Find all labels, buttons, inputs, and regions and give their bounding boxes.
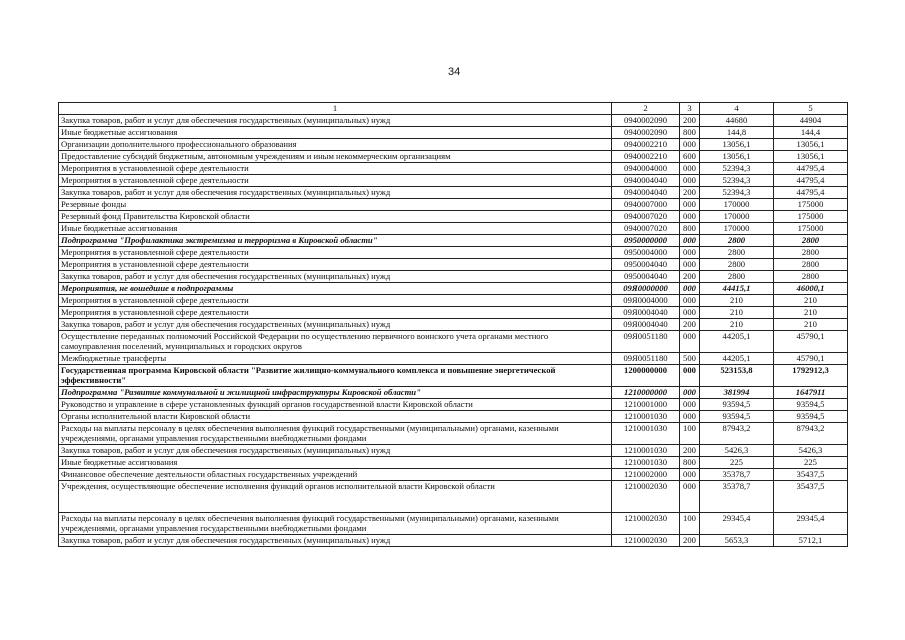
cell-name: Расходы на выплаты персоналу в целях обеспечения выполнения функций государственными (муниципальными) органами, казенными учреждениями, органами управления государственными внебюджетными фондами (59, 423, 612, 445)
cell-code: 09Я0051180 (612, 331, 680, 353)
cell-name: Предоставление субсидий бюджетным, автономным учреждениям и иным некоммерческим организациям (59, 151, 612, 163)
cell-name: Закупка товаров, работ и услуг для обеспечения государственных (муниципальных) нужд (59, 319, 612, 331)
cell-code: 0940007020 (612, 223, 680, 235)
table-row (59, 271, 848, 283)
cell-v5: 93594,5 (774, 411, 848, 423)
cell-name: Резервный фонд Правительства Кировской области (59, 211, 612, 223)
cell-v4: 87943,2 (700, 423, 774, 445)
cell-code: 0940002210 (612, 139, 680, 151)
cell-type: 800 (680, 223, 700, 235)
cell-v4: 2800 (700, 247, 774, 259)
table-row (59, 295, 848, 307)
cell-type: 000 (680, 387, 700, 399)
cell-code: 0940002090 (612, 127, 680, 139)
cell-code: 1210001030 (612, 411, 680, 423)
cell-type: 500 (680, 353, 700, 365)
page-number: 34 (448, 66, 461, 78)
cell-code: 0950004000 (612, 247, 680, 259)
cell-type: 000 (680, 175, 700, 187)
cell-v4: 170000 (700, 211, 774, 223)
cell-v5: 87943,2 (774, 423, 848, 445)
cell-v4: 44680 (700, 115, 774, 127)
cell-v5: 44795,4 (774, 163, 848, 175)
cell-name: Межбюджетные трансферты (59, 353, 612, 365)
table-body (59, 115, 848, 547)
cell-code: 0940007020 (612, 211, 680, 223)
cell-v5: 175000 (774, 199, 848, 211)
cell-v4: 52394,3 (700, 175, 774, 187)
cell-name: Мероприятия в установленной сфере деятельности (59, 175, 612, 187)
table-row (59, 319, 848, 331)
cell-name: Мероприятия, не вошедшие в подпрограммы (59, 283, 612, 295)
cell-code: 0940007000 (612, 199, 680, 211)
cell-code: 1210002030 (612, 481, 680, 513)
table-row (59, 457, 848, 469)
cell-name: Мероприятия в установленной сфере деятельности (59, 163, 612, 175)
cell-name: Органы исполнительной власти Кировской области (59, 411, 612, 423)
cell-type: 000 (680, 139, 700, 151)
cell-type: 000 (680, 307, 700, 319)
cell-code: 0940004040 (612, 175, 680, 187)
table-row (59, 469, 848, 481)
cell-type: 000 (680, 331, 700, 353)
cell-v5: 93594,5 (774, 399, 848, 411)
cell-name: Резервные фонды (59, 199, 612, 211)
cell-v4: 210 (700, 295, 774, 307)
cell-name: Закупка товаров, работ и услуг для обеспечения государственных (муниципальных) нужд (59, 115, 612, 127)
cell-v4: 13056,1 (700, 139, 774, 151)
cell-type: 000 (680, 199, 700, 211)
cell-code: 0950000000 (612, 235, 680, 247)
table-row (59, 259, 848, 271)
cell-type: 200 (680, 319, 700, 331)
cell-name: Закупка товаров, работ и услуг для обеспечения государственных (муниципальных) нужд (59, 445, 612, 457)
cell-type: 000 (680, 411, 700, 423)
cell-v5: 35437,5 (774, 469, 848, 481)
cell-type: 000 (680, 469, 700, 481)
cell-type: 000 (680, 247, 700, 259)
cell-v5: 2800 (774, 235, 848, 247)
table-row (59, 211, 848, 223)
table-row (59, 399, 848, 411)
cell-v5: 225 (774, 457, 848, 469)
cell-v5: 44795,4 (774, 187, 848, 199)
cell-name: Осуществление переданных полномочий Российской Федерации по осуществлению первичного воинского учета органами местного самоуправления поселений, муниципальных и городских округов (59, 331, 612, 353)
cell-v4: 5653,3 (700, 535, 774, 547)
cell-v4: 170000 (700, 223, 774, 235)
cell-name: Иные бюджетные ассигнования (59, 457, 612, 469)
cell-v4: 13056,1 (700, 151, 774, 163)
cell-v5: 13056,1 (774, 151, 848, 163)
table-row (59, 331, 848, 353)
cell-code: 09Я0004040 (612, 319, 680, 331)
cell-name: Иные бюджетные ассигнования (59, 127, 612, 139)
table-row (59, 353, 848, 365)
cell-code: 1210001030 (612, 445, 680, 457)
cell-code: 09Я0004040 (612, 307, 680, 319)
table-row (59, 411, 848, 423)
cell-type: 000 (680, 399, 700, 411)
cell-type: 000 (680, 283, 700, 295)
cell-type: 200 (680, 445, 700, 457)
cell-v5: 5426,3 (774, 445, 848, 457)
cell-code: 0940002210 (612, 151, 680, 163)
cell-code: 1210001000 (612, 399, 680, 411)
cell-name: Закупка товаров, работ и услуг для обеспечения государственных (муниципальных) нужд (59, 535, 612, 547)
cell-v5: 13056,1 (774, 139, 848, 151)
cell-v5: 44904 (774, 115, 848, 127)
cell-name: Мероприятия в установленной сфере деятельности (59, 247, 612, 259)
cell-v4: 52394,3 (700, 163, 774, 175)
cell-type: 200 (680, 535, 700, 547)
table-row (59, 445, 848, 457)
cell-v4: 210 (700, 307, 774, 319)
cell-code: 0940002090 (612, 115, 680, 127)
cell-name: Финансовое обеспечение деятельности областных государственных учреждений (59, 469, 612, 481)
cell-v5: 46000,1 (774, 283, 848, 295)
cell-type: 800 (680, 457, 700, 469)
cell-v4: 170000 (700, 199, 774, 211)
cell-v5: 44795,4 (774, 175, 848, 187)
cell-v4: 93594,5 (700, 411, 774, 423)
cell-v4: 44205,1 (700, 331, 774, 353)
cell-v4: 2800 (700, 259, 774, 271)
cell-name: Организации дополнительного профессионального образования (59, 139, 612, 151)
cell-name: Мероприятия в установленной сфере деятельности (59, 295, 612, 307)
table-row (59, 223, 848, 235)
budget-table (58, 102, 848, 547)
table-row (59, 151, 848, 163)
cell-v4: 210 (700, 319, 774, 331)
cell-type: 200 (680, 187, 700, 199)
table-row (59, 535, 848, 547)
cell-name: Расходы на выплаты персоналу в целях обеспечения выполнения функций государственными (муниципальными) органами, казенными учреждениями, органами управления государственными внебюджетными фондами (59, 513, 612, 535)
table-row (59, 365, 848, 387)
cell-name: Руководство и управление в сфере установленных функций органов государственной власти Кировской области (59, 399, 612, 411)
cell-code: 1200000000 (612, 365, 680, 387)
cell-v4: 52394,3 (700, 187, 774, 199)
cell-v5: 144,4 (774, 127, 848, 139)
cell-type: 600 (680, 151, 700, 163)
cell-v5: 45790,1 (774, 353, 848, 365)
cell-code: 09Я0004000 (612, 295, 680, 307)
cell-v5: 29345,4 (774, 513, 848, 535)
cell-code: 1210002030 (612, 513, 680, 535)
cell-code: 0940004040 (612, 187, 680, 199)
table-row (59, 481, 848, 513)
cell-code: 1210002030 (612, 535, 680, 547)
cell-v5: 175000 (774, 223, 848, 235)
cell-v5: 2800 (774, 271, 848, 283)
cell-v5: 1792912,3 (774, 365, 848, 387)
table-row (59, 423, 848, 445)
cell-code: 1210000000 (612, 387, 680, 399)
cell-type: 000 (680, 259, 700, 271)
table-row (59, 127, 848, 139)
cell-v5: 45790,1 (774, 331, 848, 353)
cell-code: 0950004040 (612, 271, 680, 283)
header-cell: 1 (59, 103, 612, 115)
table-row (59, 175, 848, 187)
cell-v4: 35378,7 (700, 469, 774, 481)
cell-type: 000 (680, 481, 700, 513)
cell-name: Мероприятия в установленной сфере деятельности (59, 307, 612, 319)
cell-v5: 35437,5 (774, 481, 848, 513)
cell-code: 09Я0051180 (612, 353, 680, 365)
table-row (59, 307, 848, 319)
cell-v4: 381994 (700, 387, 774, 399)
table-row (59, 235, 848, 247)
cell-name: Закупка товаров, работ и услуг для обеспечения государственных (муниципальных) нужд (59, 271, 612, 283)
header-cell: 5 (774, 103, 848, 115)
table-row (59, 187, 848, 199)
cell-type: 000 (680, 163, 700, 175)
header-cell: 2 (612, 103, 680, 115)
cell-v5: 2800 (774, 259, 848, 271)
cell-type: 100 (680, 513, 700, 535)
cell-v5: 2800 (774, 247, 848, 259)
cell-v4: 29345,4 (700, 513, 774, 535)
cell-v4: 2800 (700, 271, 774, 283)
table-row (59, 139, 848, 151)
cell-v5: 1647911 (774, 387, 848, 399)
cell-name: Закупка товаров, работ и услуг для обеспечения государственных (муниципальных) нужд (59, 187, 612, 199)
cell-v4: 44205,1 (700, 353, 774, 365)
table-row (59, 199, 848, 211)
cell-code: 0940004000 (612, 163, 680, 175)
cell-type: 200 (680, 271, 700, 283)
header-row (59, 103, 848, 115)
cell-v4: 93594,5 (700, 399, 774, 411)
table-row (59, 247, 848, 259)
cell-v4: 5426,3 (700, 445, 774, 457)
cell-v4: 35378,7 (700, 481, 774, 513)
cell-v4: 144,8 (700, 127, 774, 139)
cell-v4: 523153,8 (700, 365, 774, 387)
cell-type: 000 (680, 365, 700, 387)
cell-type: 200 (680, 115, 700, 127)
cell-type: 000 (680, 235, 700, 247)
cell-code: 09Я0000000 (612, 283, 680, 295)
cell-v5: 210 (774, 307, 848, 319)
header-cell: 4 (700, 103, 774, 115)
cell-name: Государственная программа Кировской области "Развитие жилищно-коммунального комплекса и повышение энергетической эффективности" (59, 365, 612, 387)
cell-name: Мероприятия в установленной сфере деятельности (59, 259, 612, 271)
cell-name: Подпрограмма "Развитие коммунальной и жилищной инфраструктуры Кировской области" (59, 387, 612, 399)
header-cell: 3 (680, 103, 700, 115)
cell-code: 1210001030 (612, 423, 680, 445)
table-row (59, 387, 848, 399)
table-row (59, 163, 848, 175)
cell-type: 000 (680, 295, 700, 307)
cell-code: 0950004040 (612, 259, 680, 271)
table-row (59, 283, 848, 295)
cell-name: Подпрограмма "Профилактика экстремизма и терроризма в Кировской области" (59, 235, 612, 247)
cell-v4: 2800 (700, 235, 774, 247)
cell-type: 000 (680, 211, 700, 223)
cell-v5: 175000 (774, 211, 848, 223)
cell-code: 1210002000 (612, 469, 680, 481)
table-row (59, 115, 848, 127)
cell-type: 100 (680, 423, 700, 445)
cell-v5: 5712,1 (774, 535, 848, 547)
cell-v5: 210 (774, 295, 848, 307)
cell-v4: 225 (700, 457, 774, 469)
table-row (59, 513, 848, 535)
cell-v4: 44415,1 (700, 283, 774, 295)
cell-v5: 210 (774, 319, 848, 331)
cell-type: 800 (680, 127, 700, 139)
cell-code: 1210001030 (612, 457, 680, 469)
cell-name: Иные бюджетные ассигнования (59, 223, 612, 235)
cell-name: Учреждения, осуществляющие обеспечение исполнения функций органов исполнительной власти Кировской области (59, 481, 612, 513)
